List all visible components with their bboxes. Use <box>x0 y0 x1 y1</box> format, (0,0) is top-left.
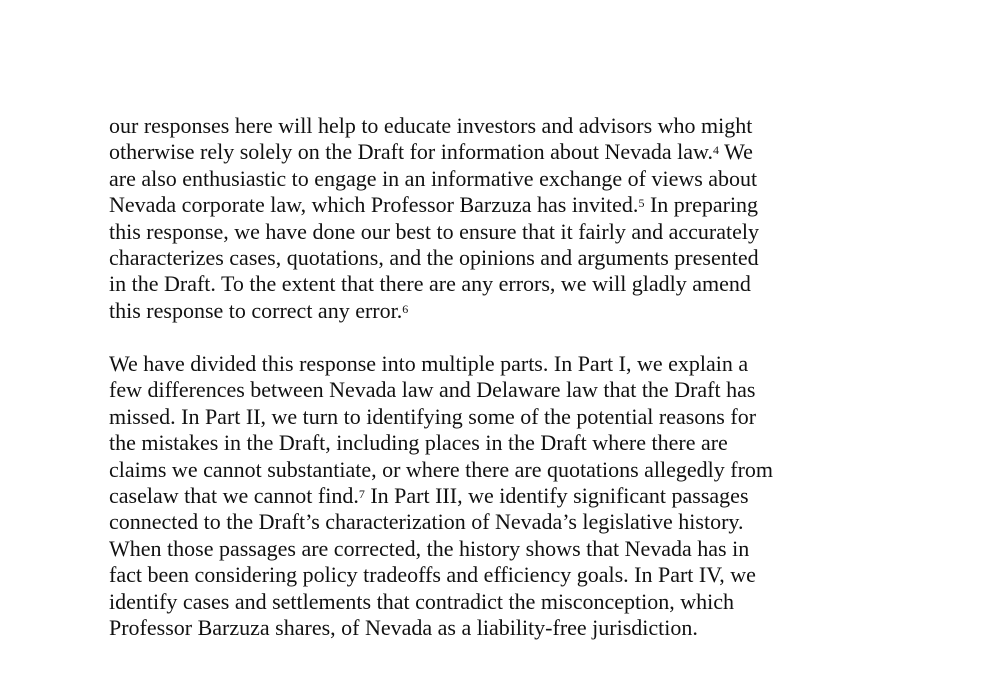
text-line <box>109 483 773 509</box>
text-line: few differences between Nevada law and Delaware law that the Draft has <box>109 377 756 403</box>
text-line: claims we cannot substantiate, or where there are quotations allegedly from <box>109 456 774 482</box>
text-line <box>109 139 759 165</box>
text-line: characterizes cases, quotations, and the opinions and arguments presented <box>109 245 759 271</box>
text-line <box>109 192 759 218</box>
text-line: are also enthusiastic to engage in an informative exchange of views about <box>109 165 758 191</box>
text-line: We have divided this response into multiple parts. In Part I, we explain a <box>109 351 749 376</box>
footnote-marker-7[interactable]: 7 <box>358 487 365 502</box>
text-segment: Nevada corporate law, which Professor Barzuza has invited. <box>109 192 639 218</box>
text-line <box>109 298 759 324</box>
footnote-marker-5[interactable]: 5 <box>638 196 645 211</box>
text-line: the mistakes in the Draft, including places in the Draft where there are <box>109 430 728 456</box>
text-line: this response, we have done our best to ensure that it fairly and accurately <box>109 218 759 244</box>
text-segment: this response to correct any error. <box>109 297 403 323</box>
text-line: Professor Barzuza shares, of Nevada as a liability-free jurisdiction. <box>109 615 698 641</box>
text-line: When those passages are corrected, the history shows that Nevada has in <box>109 535 750 561</box>
text-line: in the Draft. To the extent that there are any errors, we will gladly amend <box>109 271 751 297</box>
text-segment: caselaw that we cannot find. <box>109 483 359 509</box>
text-segment: otherwise rely solely on the Draft for information about Nevada law. <box>109 139 713 165</box>
text-line: fact been considering policy tradeoffs and efficiency goals. In Part IV, we <box>109 562 756 588</box>
footnote-marker-6[interactable]: 6 <box>402 301 409 316</box>
text-line: our responses here will help to educate investors and advisors who might <box>109 113 753 138</box>
text-segment: We <box>719 139 753 165</box>
paragraph-2 <box>109 351 773 641</box>
paragraph-1 <box>109 113 759 324</box>
text-segment: In Part III, we identify significant passages <box>364 483 749 509</box>
text-line: identify cases and settlements that contradict the misconception, which <box>109 588 734 614</box>
text-segment: In preparing <box>644 192 759 218</box>
footnote-marker-4[interactable]: 4 <box>713 143 719 158</box>
text-line: connected to the Draft’s characterization of Nevada’s legislative history. <box>109 509 744 535</box>
text-line: missed. In Part II, we turn to identifying some of the potential reasons for <box>109 403 757 429</box>
